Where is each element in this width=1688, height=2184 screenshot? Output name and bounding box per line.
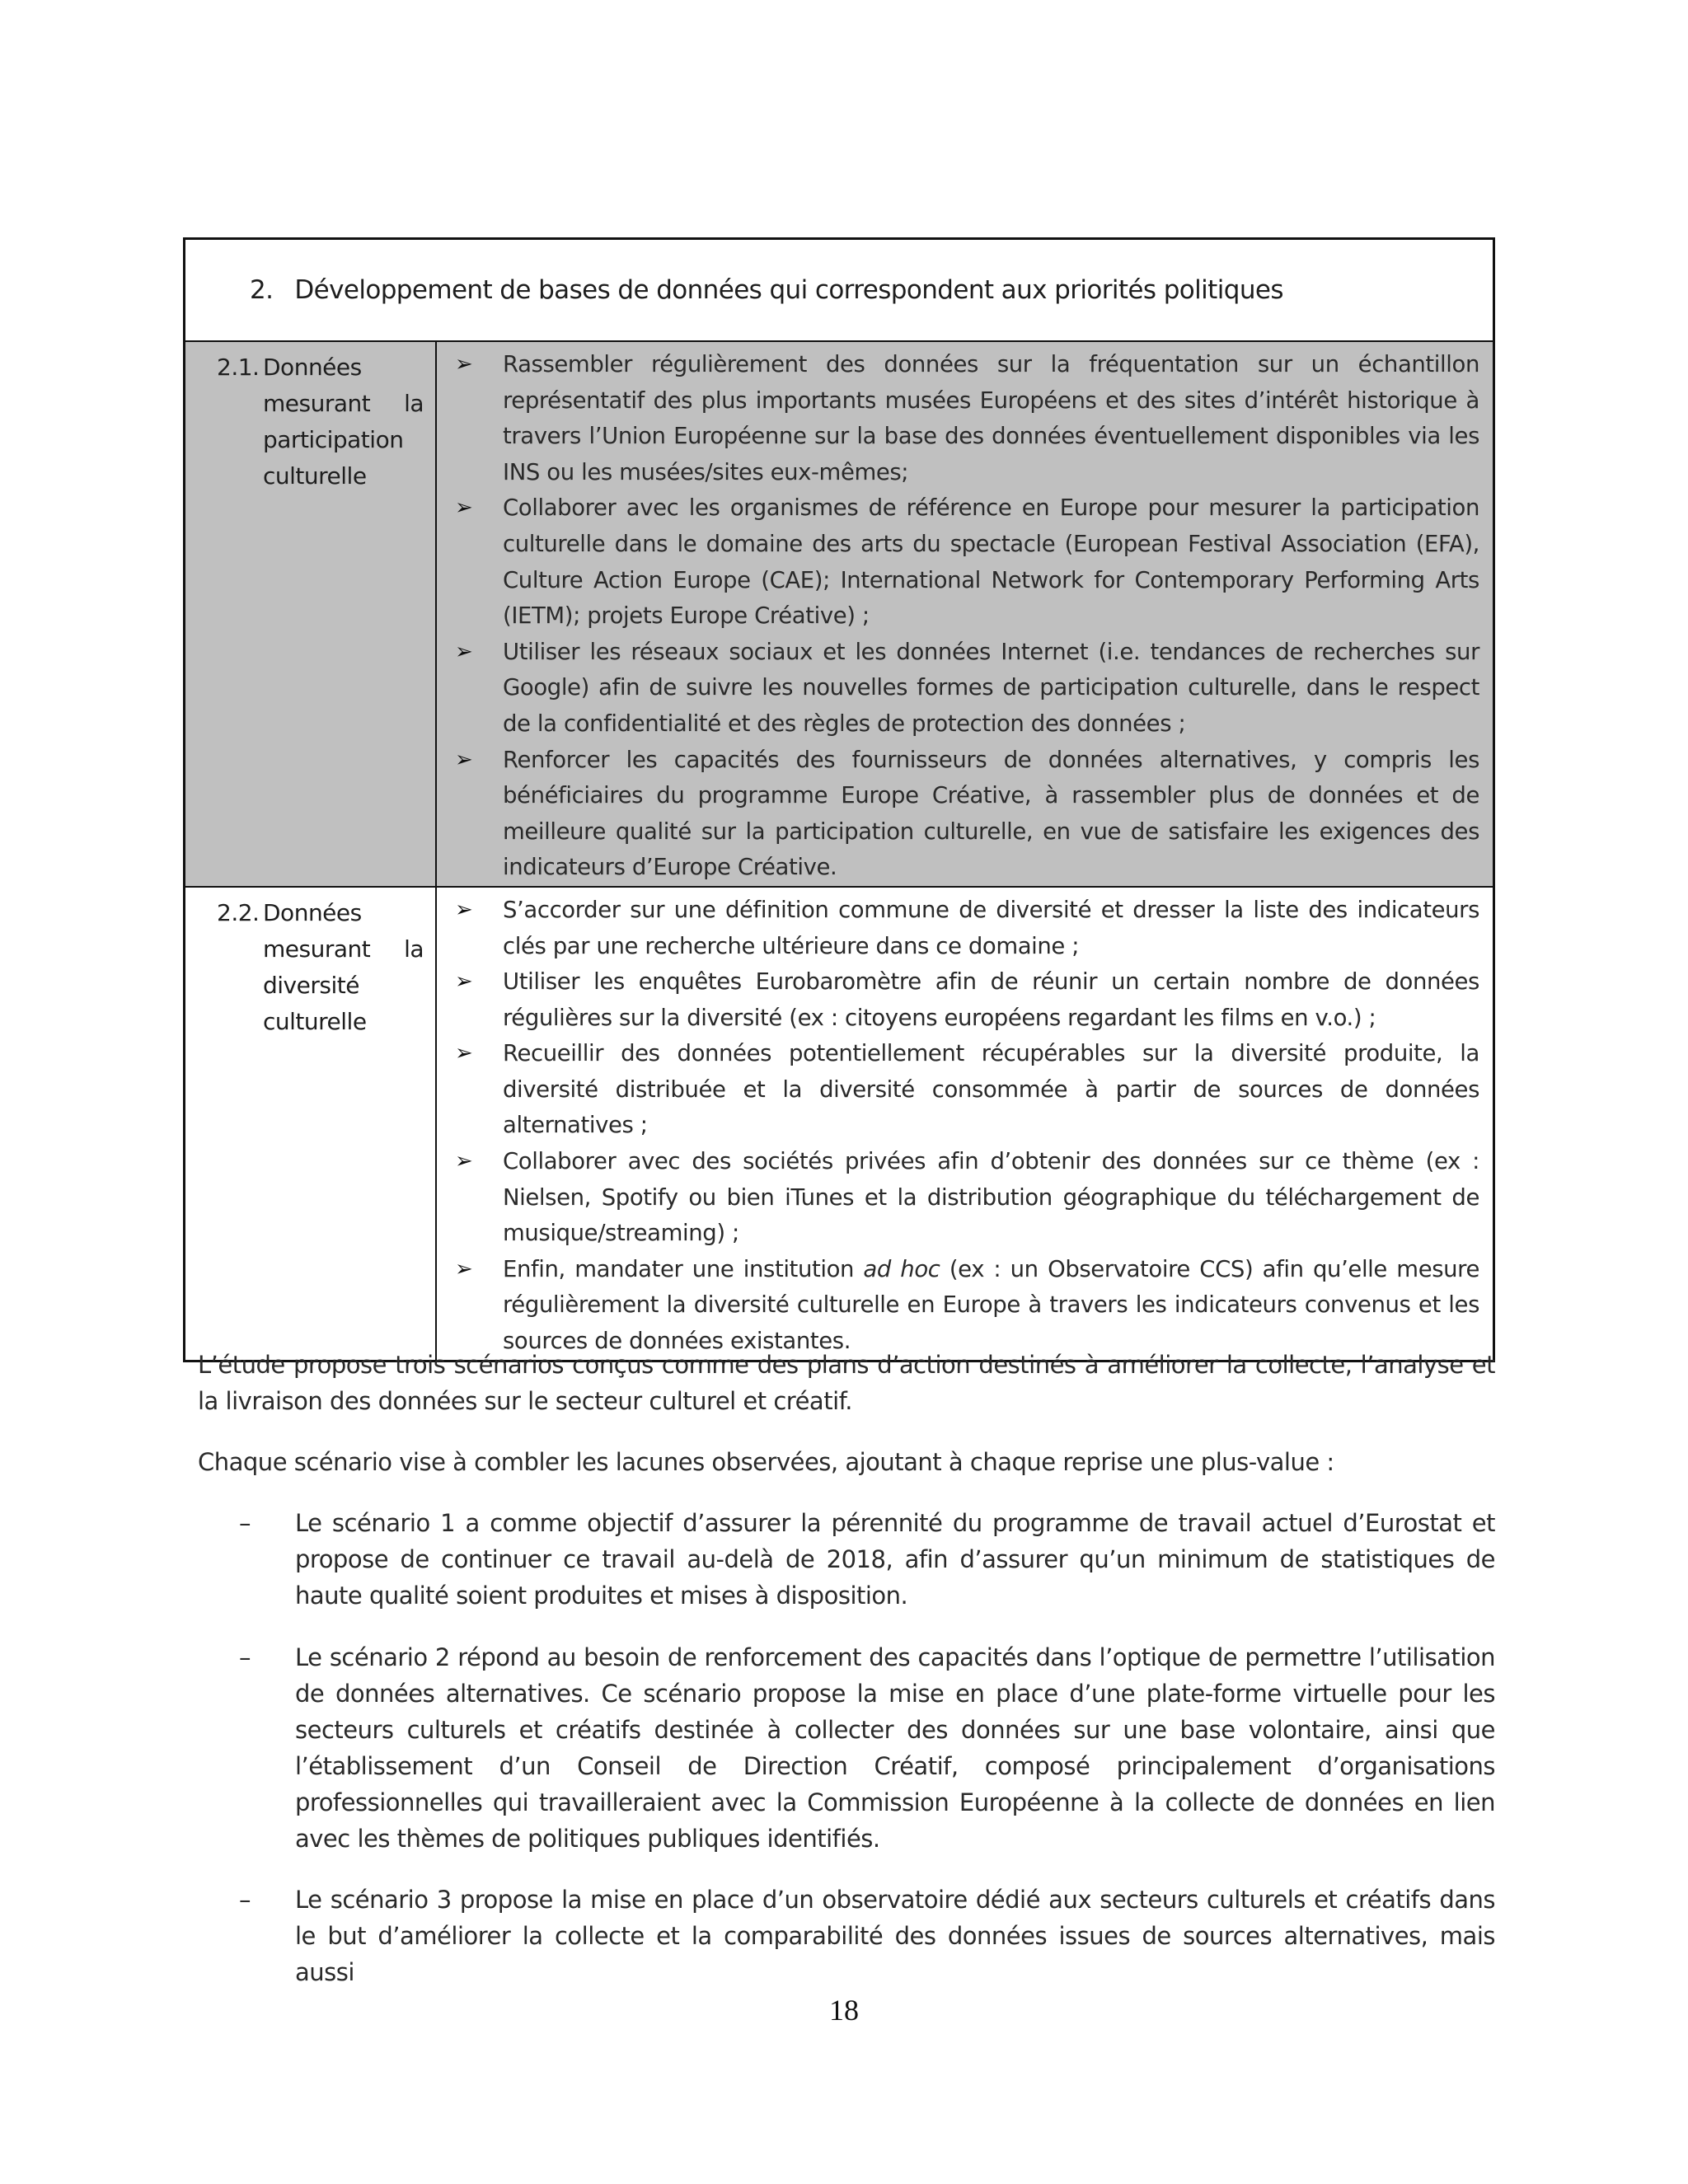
dash-bullet: – [239,1886,251,1914]
list-item: – Le scénario 1 a comme objectif d’assurer la pérennité du programme de travail actuel d’Eurostat et propose de continuer ce travail au-delà de 2018, afin d’assurer qu’un minimum de statistiques de haute qualité soient produites et mises à disposition. [246,1505,1495,1614]
label-line: la [404,390,424,417]
row-label [185,342,437,886]
list-item: – Le scénario 2 répond au besoin de renforcement des capacités dans l’optique de permettre l’utilisation de données alternatives. Ce scénario propose la mise en place d’une plate-forme virtuelle pour les secteurs culturels et créatifs destinée à collecter des données sur une base volontaire, ainsi que l’établissement d’un Conseil de Direction Créatif, composé principalement d’organisations professionnelles qui travailleraient avec la Commission Européenne à la collecte de données en lien avec les thèmes de politiques publiques identifiés. [246,1639,1495,1857]
section-title: Développement de bases de données qui correspondent aux priorités politiques [294,275,1283,305]
list-item: ➢ Collaborer avec des sociétés privées afin d’obtenir des données sur ce thème (ex : Nielsen, Spotify ou bien iTunes et la distribution géographique du téléchargement de musique/streaming) ; [448,1144,1479,1252]
table-row [185,886,1493,1360]
list-item: ➢ Renforcer les capacités des fournisseurs de données alternatives, y compris les bénéficiaires du programme Europe Créative, à rassembler plus de données et de meilleure qualité sur la participation culturelle, en vue de satisfaire les exigences des indicateurs d’Europe Créative. [448,743,1479,886]
row-bullets [437,342,1493,886]
label-line: mesurant [263,390,371,417]
row-bullets [437,888,1493,1360]
list-item: ➢ Enfin, mandater une institution ad hoc (ex : un Observatoire CCS) afin qu’elle mesure régulièrement la diversité culturelle en Europe à travers les indicateurs convenus et les sources de données existantes. [448,1252,1479,1360]
arrow-bullet-icon: ➢ [455,897,473,922]
arrow-bullet-icon: ➢ [455,639,473,664]
arrow-bullet-icon: ➢ [455,1149,473,1174]
label-line: participation [263,426,404,453]
section-number: 2. [250,275,274,305]
list-item: – Le scénario 3 propose la mise en place d’un observatoire dédié aux secteurs culturels et créatifs dans le but d’améliorer la collecte et la comparabilité des données issues de sources alternatives, mais aussi [246,1882,1495,1990]
label-line: Données [263,354,362,381]
dash-bullet: – [239,1509,251,1537]
row-number: 2.1. [217,354,260,381]
list-item: ➢ Recueillir des données potentiellement récupérables sur la diversité produite, la diversité distribuée et la diversité consommée à partir de sources de données alternatives ; [448,1036,1479,1144]
arrow-bullet-icon: ➢ [455,352,473,377]
arrow-bullet-icon: ➢ [455,495,473,521]
row-label [185,888,437,1360]
list-item: ➢ S’accorder sur une définition commune de diversité et dresser la liste des indicateurs clés par une recherche ultérieure dans ce domaine ; [448,893,1479,964]
dash-bullet: – [239,1643,251,1671]
label-line: diversité [263,971,359,999]
paragraph-intro: L’étude propose trois scénarios conçus comme des plans d’action destinés à améliorer la collecte, l’analyse et la livraison des données sur le secteur culturel et créatif. [198,1351,1495,1415]
arrow-bullet-icon: ➢ [455,747,473,772]
list-item: ➢ Rassembler régulièrement des données sur la fréquentation sur un échantillon représentatif des plus importants musées Européens et des sites d’intérêt historique à travers l’Union Européenne sur la base des données éventuellement disponibles via les INS ou les musées/sites eux-mêmes; [448,347,1479,490]
label-line: la [404,935,424,963]
list-item: ➢ Collaborer avec les organismes de référence en Europe pour mesurer la participation culturelle dans le domaine des arts du spectacle (European Festival Association (EFA), Culture Action Europe (CAE); International Network for Contemporary Performing Arts (IETM); projets Europe Créative) ; [448,490,1479,634]
list-item: ➢ Utiliser les réseaux sociaux et les données Internet (i.e. tendances de recherches sur Google) afin de suivre les nouvelles formes de participation culturelle, dans le respect de la confidentialité et des règles de protection des données ; [448,635,1479,743]
arrow-bullet-icon: ➢ [455,1041,473,1066]
list-item: ➢ Utiliser les enquêtes Eurobaromètre afin de réunir un certain nombre de données régulières sur la diversité (ex : citoyens européens regardant les films en v.o.) ; [448,964,1479,1036]
table-header [185,240,1493,342]
arrow-bullet-icon: ➢ [455,969,473,995]
label-line: mesurant [263,935,371,963]
policy-priorities-table [183,237,1495,1362]
page-number: 18 [829,1994,859,2027]
table-row [185,342,1493,886]
arrow-bullet-icon: ➢ [455,1256,473,1282]
italic-term: ad hoc [863,1255,940,1282]
row-number: 2.2. [217,898,260,926]
label-line: culturelle [263,462,367,490]
paragraph-scenarios: Chaque scénario vise à combler les lacunes observées, ajoutant à chaque reprise une plus-value : [198,1448,1334,1476]
label-line: Données [263,898,362,926]
label-line: culturelle [263,1007,367,1035]
